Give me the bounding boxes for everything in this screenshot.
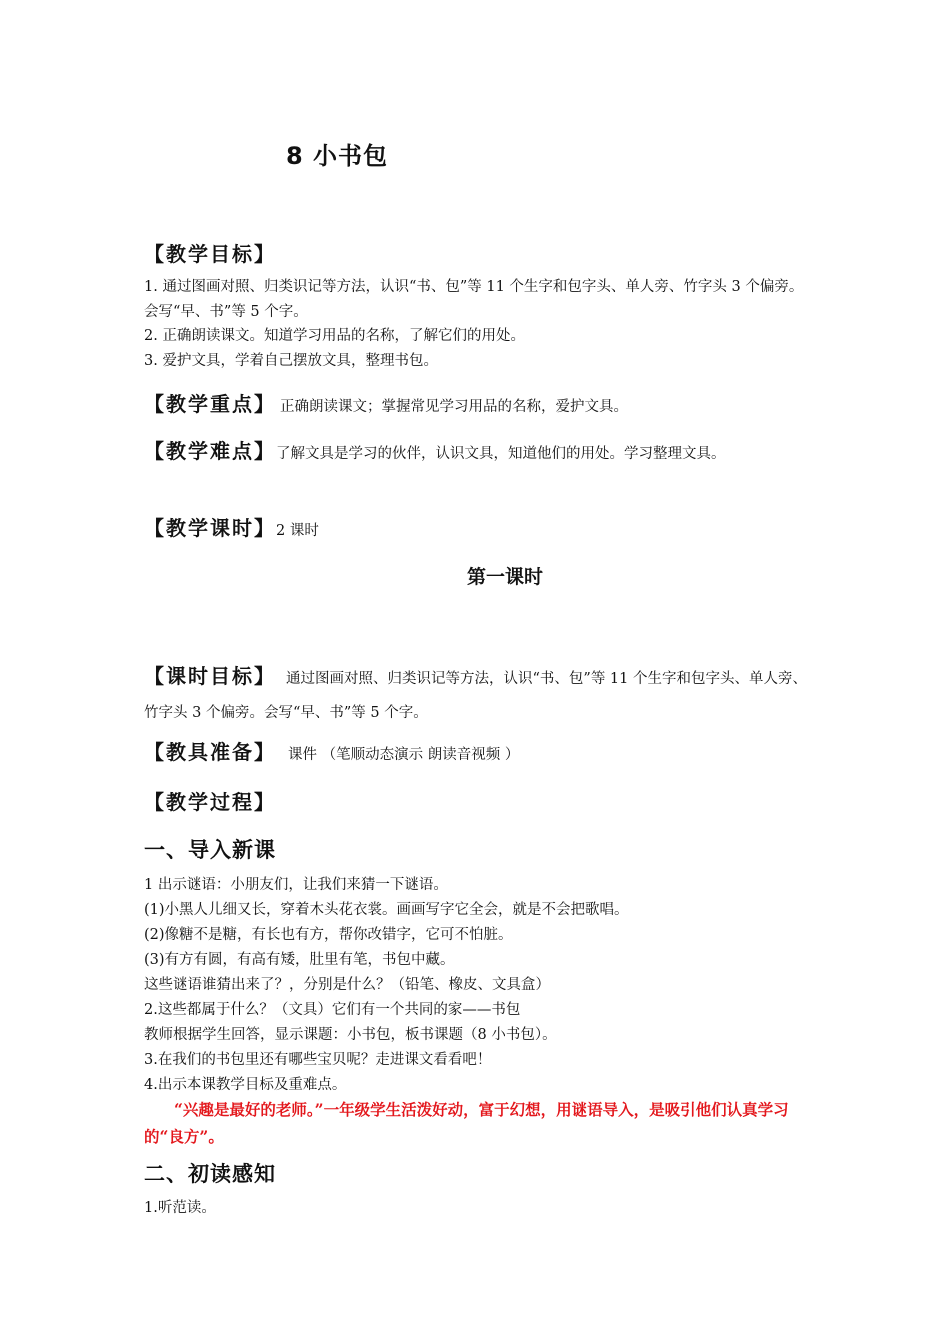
tools-section bbox=[144, 736, 519, 765]
key-points-text: 正确朗读课文；掌握常见学习用品的名称，爱护文具。 bbox=[280, 399, 628, 415]
part1-line: (3)有方有圆，有高有矮，肚里有笔，书包中藏。 bbox=[144, 952, 455, 968]
tools-label: 【教具准备】 bbox=[144, 740, 276, 764]
part1-line: 这些谜语谁猜出来了？，分别是什么？（铅笔、橡皮、文具盒） bbox=[144, 977, 550, 993]
lesson-title: 第一课时 bbox=[466, 566, 543, 588]
part1-line: 教师根据学生回答，显示课题：小书包，板书课题（8 小书包）。 bbox=[144, 1027, 557, 1043]
teaching-note-text: “兴趣是最好的老师。”一年级学生活泼好动，富于幻想，用谜语导入，是吸引他们认真学习的“良方”。 bbox=[144, 1100, 789, 1146]
periods-text: 2 课时 bbox=[276, 523, 319, 539]
lesson-goal-section bbox=[144, 659, 809, 730]
page-title: 8 小书包 bbox=[286, 142, 389, 170]
lesson-goal-text: 通过图画对照、归类识记等方法，认识“书、包”等 11 个生字和包字头、单人旁、竹字头 3 个偏旁。会写“早、书”等 5 个字。 bbox=[144, 671, 807, 721]
periods-section bbox=[144, 512, 319, 541]
part1-line: (1)小黑人儿细又长，穿着木头花衣裳。画画写字它全会，就是不会把歌唱。 bbox=[144, 902, 629, 918]
part2-line: 1.听范读。 bbox=[144, 1200, 216, 1216]
part1-line: 1 出示谜语：小朋友们，让我们来猜一下谜语。 bbox=[144, 877, 448, 893]
difficulties-label: 【教学难点】 bbox=[144, 439, 276, 463]
part1-line: 4.出示本课教学目标及重难点。 bbox=[144, 1077, 347, 1093]
part1-line: 3.在我们的书包里还有哪些宝贝呢？走进课文看看吧！ bbox=[144, 1052, 492, 1068]
goals-item-3: 3. 爱护文具，学着自己摆放文具，整理书包。 bbox=[144, 353, 438, 369]
process-heading: 【教学过程】 bbox=[144, 790, 276, 814]
key-points-section bbox=[144, 388, 628, 417]
lesson-goal-label: 【课时目标】 bbox=[144, 664, 276, 688]
part1-line: (2)像糖不是糖，有长也有方，帮你改错字，它可不怕脏。 bbox=[144, 927, 513, 943]
difficulties-text: 了解文具是学习的伙伴，认识文具，知道他们的用处。学习整理文具。 bbox=[276, 446, 726, 462]
periods-label: 【教学课时】 bbox=[144, 516, 276, 540]
tools-text: 课件 （笔顺动态演示 朗读音视频 ） bbox=[288, 747, 520, 763]
goals-item-1: 1. 通过图画对照、归类识记等方法，认识“书、包”等 11 个生字和包字头、单人旁、竹字头 3 个偏旁。会写“早、书”等 5 个字。 bbox=[144, 279, 804, 320]
part1-line: 2.这些都属于什么？（文具）它们有一个共同的家——书包 bbox=[144, 1002, 521, 1018]
goals-heading: 【教学目标】 bbox=[144, 242, 276, 266]
difficulties-section bbox=[144, 434, 809, 471]
part2-heading: 二、初读感知 bbox=[144, 1162, 276, 1186]
goals-item-2: 2. 正确朗读课文。知道学习用品的名称，了解它们的用处。 bbox=[144, 328, 525, 344]
part1-heading: 一、导入新课 bbox=[144, 838, 276, 862]
teaching-note bbox=[144, 1096, 809, 1150]
key-points-label: 【教学重点】 bbox=[144, 392, 276, 416]
